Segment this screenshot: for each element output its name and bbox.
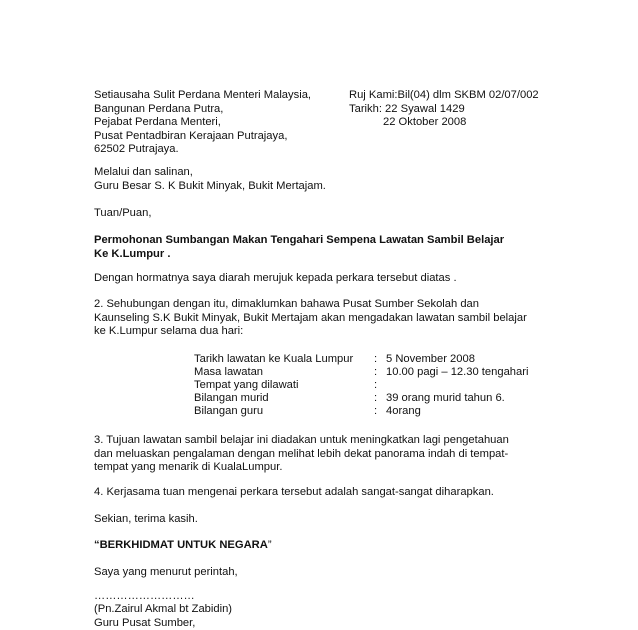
motto-close-quote: ” [267,539,272,551]
paragraph-line: tempat yang menarik di KualaLumpur. [94,461,283,474]
detail-label: Tarikh lawatan ke Kuala Lumpur [194,353,354,365]
paragraph-1: Dengan hormatnya saya diarah merujuk kepada perkara tersebut diatas . [94,272,457,284]
recipient-line: 62502 Putrajaya. [94,143,179,156]
detail-label: Bilangan murid [194,392,269,404]
reference-date-gregorian: 22 Oktober 2008 [383,116,467,129]
detail-colon: : [374,379,378,391]
signoff: Saya yang menurut perintah, [94,566,238,578]
paragraph-2 [94,298,527,339]
detail-colon: : [374,392,378,404]
motto-text: “BERKHIDMAT UNTUK NEGARA [94,539,268,551]
via-block [94,166,326,193]
paragraph-line: 3. Tujuan lawatan sambil belajar ini diadakan untuk meningkatkan lagi pengetahuan [94,434,509,446]
via-line: Guru Besar S. K Bukit Minyak, Bukit Mertajam. [94,179,326,192]
recipient-line: Pusat Pentadbiran Kerajaan Putrajaya, [94,129,288,142]
paragraph-3 [94,434,509,475]
detail-row [194,405,421,419]
motto [94,539,272,553]
closing: Sekian, terima kasih. [94,513,198,525]
detail-value: 10.00 pagi – 12.30 tengahari [386,366,529,378]
reference-date-hijri: Tarikh: 22 Syawal 1429 [349,102,465,115]
salutation: Tuan/Puan, [94,207,152,219]
paragraph-line: 2. Sehubungan dengan itu, dimaklumkan bahawa Pusat Sumber Sekolah dan [94,298,479,310]
detail-label: Masa lawatan [194,366,264,378]
recipient-address [94,89,311,157]
subject [94,234,504,261]
paragraph-line: Kaunseling S.K Bukit Minyak, Bukit Mertajam akan mengadakan lawatan sambil belajar [94,311,527,324]
detail-value: 4orang [386,405,421,417]
signatory-block [94,603,232,630]
recipient-line: Pejabat Perdana Menteri, [94,116,221,129]
detail-row [194,379,386,393]
detail-label: Tempat yang dilawati [194,379,299,391]
reference-block [349,89,539,130]
paragraph-4: 4. Kerjasama tuan mengenai perkara tersebut adalah sangat-sangat diharapkan. [94,486,494,498]
detail-label: Bilangan guru [194,405,264,417]
recipient-line: Setiausaha Sulit Perdana Menteri Malaysia, [94,89,312,101]
signature-line: ……………………… [94,590,195,602]
paragraph-line: dan meluaskan pengalaman dengan melihat lebih dekat panorama indah di tempat- [94,447,509,460]
detail-colon: : [374,405,378,417]
paragraph-line: ke K.Lumpur selama dua hari: [94,325,244,338]
signatory-name: (Pn.Zairul Akmal bt Zabidin) [94,603,233,615]
reference-number: Ruj Kami:Bil(04) dlm SKBM 02/07/002 [349,89,539,101]
detail-value: 39 orang murid tahun 6. [386,392,505,404]
detail-row [194,366,528,380]
via-line: Melalui dan salinan, [94,166,193,178]
subject-line: Permohonan Sumbangan Makan Tengahari Sempena Lawatan Sambil Belajar [94,234,505,246]
detail-row [194,392,505,406]
signatory-title: Guru Pusat Sumber, [94,616,196,629]
subject-line: Ke K.Lumpur . [94,247,171,260]
detail-colon: : [374,366,378,378]
recipient-line: Bangunan Perdana Putra, [94,102,224,115]
detail-colon: : [374,353,378,365]
detail-value: 5 November 2008 [386,353,475,365]
detail-row [194,353,475,367]
